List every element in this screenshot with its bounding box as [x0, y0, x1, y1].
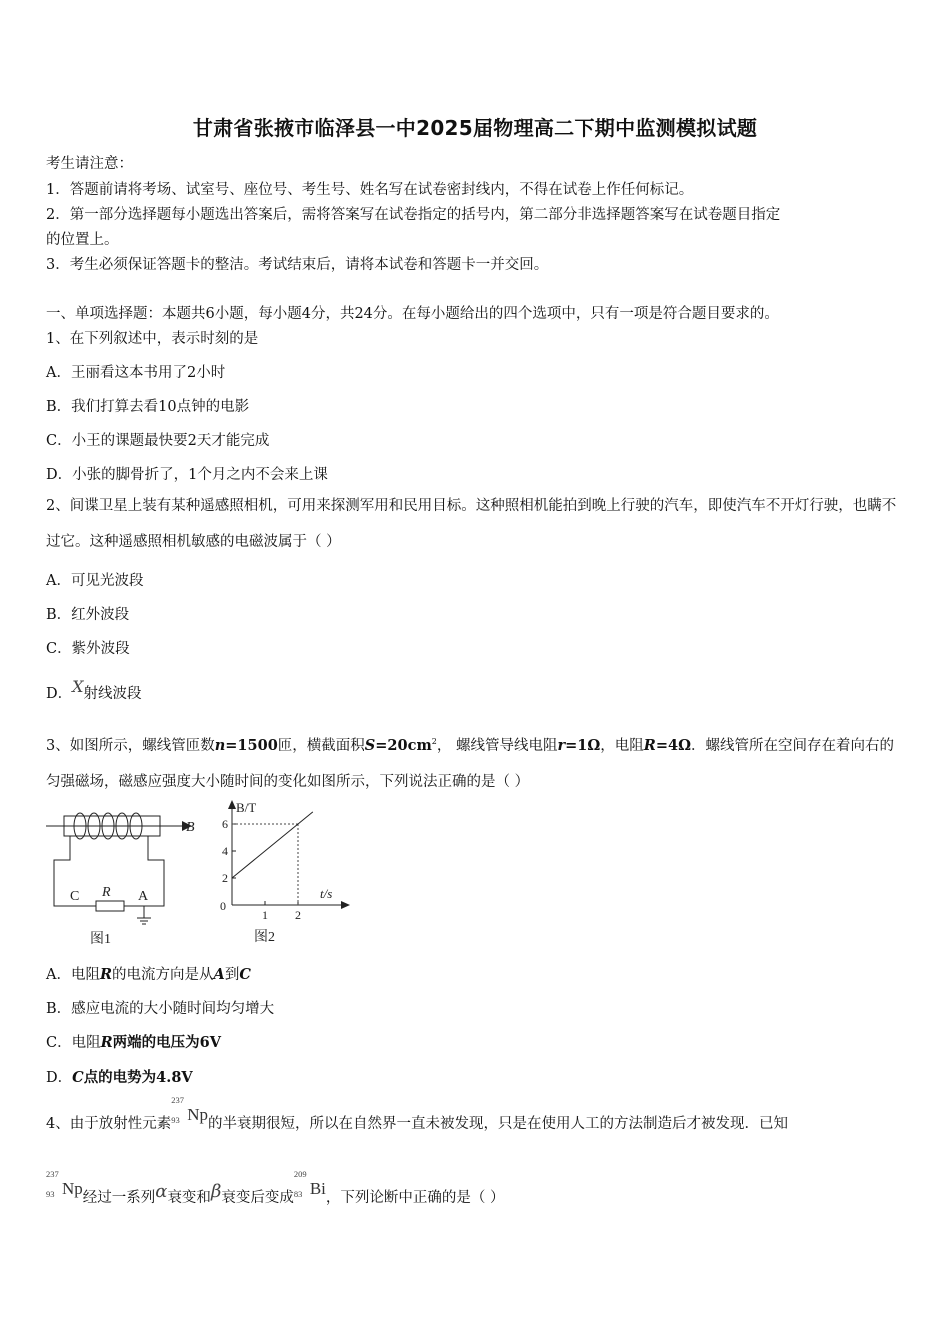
- q4-text: 衰变和: [167, 1190, 211, 1206]
- q2-option-d: [46, 677, 142, 703]
- q4-text: ，下列论断中正确的是（ ）: [325, 1190, 505, 1206]
- resistor-r-label: R: [102, 885, 111, 900]
- q3-option-d: [46, 1066, 193, 1087]
- q3-stem-part: ．螺线管所在空间存在着向右的匀强磁场，磁感应强度大小随时间的变化如图所示，下列说法正确的是（ ）: [46, 737, 894, 790]
- q3-option-a: [46, 963, 251, 984]
- q4-stem-line2: [46, 1169, 505, 1207]
- np-nuclide: [171, 1095, 209, 1125]
- q2-option-d-suffix: 射线波段: [83, 686, 142, 702]
- notice-item-2-cont: 的位置上。: [46, 232, 119, 248]
- x-axis-arrow-icon: [341, 901, 350, 909]
- exam-title: 甘肃省张掖市临泽县一中2025届物理高二下期中监测模拟试题: [192, 116, 758, 140]
- x-tick-label: 2: [295, 908, 301, 922]
- np-nuclide-2: [46, 1169, 83, 1199]
- y-tick-label: 6: [222, 817, 228, 831]
- figure-2-caption: 图2: [254, 930, 275, 945]
- y-tick-label: 2: [222, 871, 228, 885]
- x-tick-label: 1: [262, 908, 268, 922]
- q3-option-c: [46, 1031, 221, 1052]
- q3-option-d-var: C: [72, 1069, 84, 1086]
- q3-option-a-var: A: [213, 966, 225, 983]
- bi-symbol: Bi: [309, 1179, 326, 1198]
- b-t-series-line: [232, 812, 313, 878]
- alpha-symbol: α: [155, 1181, 168, 1202]
- q3-stem: [46, 724, 908, 800]
- np-symbol: Np: [187, 1105, 209, 1124]
- notice-heading: 考生请注意：: [46, 156, 133, 172]
- q3-option-c-text: C．电阻: [46, 1035, 101, 1051]
- q3-var-r: r: [557, 736, 566, 754]
- q2-option-d-prefix: D．: [46, 686, 73, 702]
- resistor: [96, 901, 124, 911]
- y-axis-arrow-icon: [228, 800, 236, 809]
- q3-stem-part: ，电阻: [600, 737, 644, 754]
- q3-option-a-text: 到: [224, 967, 240, 983]
- q1-option-a: A．王丽看这本书用了2小时: [46, 365, 226, 381]
- q2-stem: 2、间谍卫星上装有某种遥感照相机，可用来探测军用和民用目标。这种照相机能拍到晚上行驶的汽车，即使汽车不开灯行驶，也瞒不过它。这种遥感照相机敏感的电磁波属于（ ）: [46, 498, 897, 550]
- x-ray-symbol: X: [72, 677, 84, 696]
- np-atomic-number: 93: [46, 1189, 55, 1199]
- figure-1-caption: 图1: [90, 932, 111, 947]
- y-tick-label: 4: [222, 844, 228, 858]
- q1-option-d: D．小张的脚骨折了，1个月之内不会来上课: [46, 467, 328, 483]
- np-mass-number: 237: [171, 1095, 184, 1105]
- node-a-label: A: [138, 889, 149, 904]
- q4-text: 的半衰期很短，所以在自然界一直未被发现，只是在使用人工的方法制造后才被发现．已知: [208, 1116, 789, 1132]
- np-symbol: Np: [62, 1179, 83, 1198]
- bi-atomic-number: 83: [293, 1189, 303, 1199]
- q3-figure-1: [44, 800, 204, 950]
- np-mass-number: 237: [46, 1169, 59, 1179]
- q3-option-d-text: 点的电势为4.8V: [83, 1069, 193, 1086]
- y-axis-label: B/T: [236, 800, 257, 815]
- q1-stem: 1、在下列叙述中，表示时刻的是: [46, 331, 259, 347]
- q3-stem-part: ， 螺线管导线电阻: [436, 737, 558, 754]
- q3-var-n: n: [214, 736, 226, 754]
- q4-text: 经过一系列: [82, 1190, 156, 1206]
- q3-option-d-text: D．: [46, 1070, 73, 1086]
- q3-option-a-text: A．电阻: [46, 967, 100, 983]
- bi-mass-number: 209: [293, 1169, 307, 1179]
- q2-option-b: B．红外波段: [46, 607, 130, 623]
- q3-stem-part: 匝，横截面积: [277, 737, 365, 754]
- q3-option-a-var: C: [239, 966, 251, 983]
- q3-val-s: =20cm: [375, 736, 432, 754]
- q1-option-b: B．我们打算去看10点钟的电影: [46, 399, 250, 415]
- x-axis-label: t/s: [320, 886, 333, 901]
- q3-option-b: B．感应电流的大小随时间均匀增大: [46, 1001, 275, 1017]
- bi-nuclide: [293, 1169, 326, 1199]
- q3-val-R: =4Ω: [655, 736, 691, 754]
- notice-item-2: 2．第一部分选择题每小题选出答案后，需将答案写在试卷指定的括号内，第二部分非选择题答案写在试卷题目指定: [46, 207, 781, 223]
- q3-figure-2-chart: [210, 798, 360, 950]
- node-c-label: C: [70, 889, 80, 904]
- q3-option-c-var: R: [100, 1034, 113, 1051]
- q1-option-c: C．小王的课题最快要2天才能完成: [46, 433, 270, 449]
- notice-item-1: 1．答题前请将考场、试室号、座位号、考生号、姓名写在试卷密封线内，不得在试卷上作任何标记。: [46, 182, 694, 198]
- q3-val-n: =1500: [225, 736, 278, 754]
- q2-option-a: A．可见光波段: [46, 573, 144, 589]
- notice-item-3: 3．考生必须保证答题卡的整洁。考试结束后，请将本试卷和答题卡一并交回。: [46, 257, 549, 273]
- q3-var-s: S: [364, 736, 376, 754]
- np-atomic-number: 93: [171, 1115, 180, 1125]
- q3-stem-part: 3、如图所示，螺线管匝数: [46, 737, 215, 754]
- q3-val-s-exp: 2: [431, 737, 437, 746]
- q4-text: 衰变后变成: [221, 1190, 294, 1206]
- q3-var-R: R: [643, 736, 656, 754]
- q3-option-c-text: 两端的电压为6V: [112, 1034, 222, 1051]
- field-b-label: B: [186, 820, 195, 835]
- q4-text: 4、由于放射性元素: [46, 1116, 172, 1132]
- q3-option-a-var: R: [99, 966, 113, 983]
- section-heading: 一、单项选择题：本题共6小题，每小题4分，共24分。在每小题给出的四个选项中，只有一项是符合题目要求的。: [46, 306, 779, 322]
- q4-stem-line1: [46, 1095, 789, 1133]
- beta-symbol: β: [210, 1181, 222, 1202]
- origin-label: 0: [220, 899, 226, 913]
- q2-option-c: C．紫外波段: [46, 641, 130, 657]
- q3-val-r: =1Ω: [565, 736, 601, 754]
- q3-option-a-text: 的电流方向是从: [112, 967, 214, 983]
